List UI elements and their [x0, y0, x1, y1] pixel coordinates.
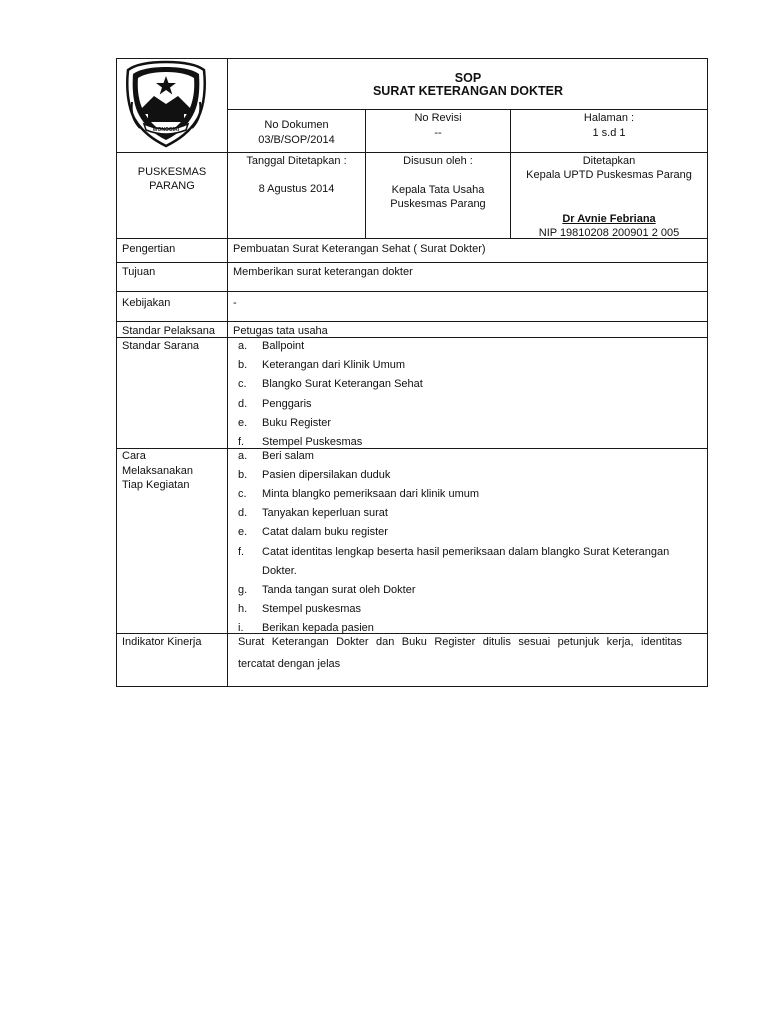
disusun-line1: Kepala Tata Usaha	[391, 184, 485, 196]
list-text: Catat identitas lengkap beserta hasil pemeriksaan dalam blangko Surat Keterangan	[262, 546, 670, 558]
table-border-bottom	[116, 686, 708, 687]
svg-text:WONOGIRI: WONOGIRI	[152, 127, 180, 133]
row-divider	[116, 633, 708, 634]
signer-name: Dr Avnie Febriana	[562, 213, 656, 225]
ditetapkan-line: Kepala UPTD Puskesmas Parang	[526, 169, 692, 181]
list-text: Dokter.	[262, 565, 297, 577]
list-text: Catat dalam buku register	[262, 526, 388, 538]
list-text: Berikan kepada pasien	[262, 622, 374, 634]
list-text: Penggaris	[262, 398, 312, 410]
cara-label-line3: Tiap Kegiatan	[122, 479, 190, 491]
list-text: Stempel puskesmas	[262, 603, 362, 615]
kabupaten-emblem-logo	[120, 58, 212, 150]
column-divider	[227, 58, 228, 687]
list-text: Minta blangko pemeriksaan dari klinik umum	[262, 488, 480, 500]
halaman-value: 1 s.d 1	[592, 127, 626, 139]
list-text: Tanda tangan surat oleh Dokter	[262, 584, 416, 596]
list-marker: g.	[238, 584, 248, 596]
list-text: Ballpoint	[262, 340, 305, 352]
pengertian-label: Pengertian	[122, 243, 176, 255]
disusun-label: Disusun oleh :	[403, 155, 473, 167]
standar-pelaksana-label: Standar Pelaksana	[122, 325, 215, 337]
org-name-line1: PUSKESMAS	[137, 166, 207, 178]
disusun-line2: Puskesmas Parang	[390, 198, 486, 210]
ditetapkan-label: Ditetapkan	[582, 155, 636, 167]
list-text: Keterangan dari Klinik Umum	[262, 359, 406, 371]
tanggal-label: Tanggal Ditetapkan :	[246, 155, 347, 167]
list-marker: a.	[238, 340, 248, 352]
row-divider	[228, 109, 708, 110]
halaman-label: Halaman :	[583, 112, 635, 124]
indikator-line2: tercatat dengan jelas	[238, 658, 341, 670]
list-marker: i.	[238, 622, 244, 634]
list-marker: e.	[238, 417, 248, 429]
cara-label-line1: Cara	[122, 450, 146, 462]
list-marker: a.	[238, 450, 248, 462]
list-marker: e.	[238, 526, 248, 538]
list-marker: d.	[238, 398, 248, 410]
standar-sarana-label: Standar Sarana	[122, 340, 200, 352]
list-text: Tanyakan keperluan surat	[262, 507, 388, 519]
row-divider	[116, 152, 708, 153]
list-marker: h.	[238, 603, 248, 615]
list-marker: f.	[238, 436, 245, 448]
list-text: Buku Register	[262, 417, 332, 429]
org-name-line2: PARANG	[149, 180, 195, 192]
page-title: SURAT KETERANGAN DOKTER	[372, 84, 564, 98]
list-marker: d.	[238, 507, 248, 519]
list-marker: f.	[238, 546, 245, 558]
tanggal-value: 8 Agustus 2014	[258, 183, 335, 195]
list-text: Beri salam	[262, 450, 314, 462]
row-divider	[116, 321, 708, 322]
row-divider	[116, 262, 708, 263]
list-marker: c.	[238, 488, 247, 500]
list-text: Blangko Surat Keterangan Sehat	[262, 378, 423, 390]
tujuan-value: Memberikan surat keterangan dokter	[233, 266, 413, 278]
kebijakan-value: -	[233, 297, 237, 309]
no-dokumen-label: No Dokumen	[264, 119, 329, 131]
no-revisi-label: No Revisi	[414, 112, 462, 124]
document-type: SOP	[454, 71, 482, 85]
indikator-label: Indikator Kinerja	[122, 636, 202, 648]
no-dokumen-value: 03/B/SOP/2014	[258, 134, 335, 146]
table-border-right	[707, 58, 708, 687]
list-marker: b.	[238, 469, 248, 481]
kebijakan-label: Kebijakan	[122, 297, 171, 309]
row-divider	[116, 291, 708, 292]
table-border-left	[116, 58, 117, 687]
row-divider	[116, 448, 708, 449]
indikator-line1: Surat Keterangan Dokter dan Buku Register ditulis sesuai petunjuk kerja, identitas	[238, 636, 682, 648]
list-marker: b.	[238, 359, 248, 371]
standar-pelaksana-value: Petugas tata usaha	[233, 325, 328, 337]
list-text: Stempel Puskesmas	[262, 436, 363, 448]
list-marker: c.	[238, 378, 247, 390]
tujuan-label: Tujuan	[122, 266, 156, 278]
signer-nip: NIP 19810208 200901 2 005	[538, 227, 680, 239]
list-text: Pasien dipersilakan duduk	[262, 469, 391, 481]
cara-label-line2: Melaksanakan	[122, 465, 193, 477]
indikator-value	[238, 635, 682, 671]
no-revisi-value: --	[434, 127, 442, 139]
pengertian-value: Pembuatan Surat Keterangan Sehat ( Surat Dokter)	[233, 243, 486, 255]
